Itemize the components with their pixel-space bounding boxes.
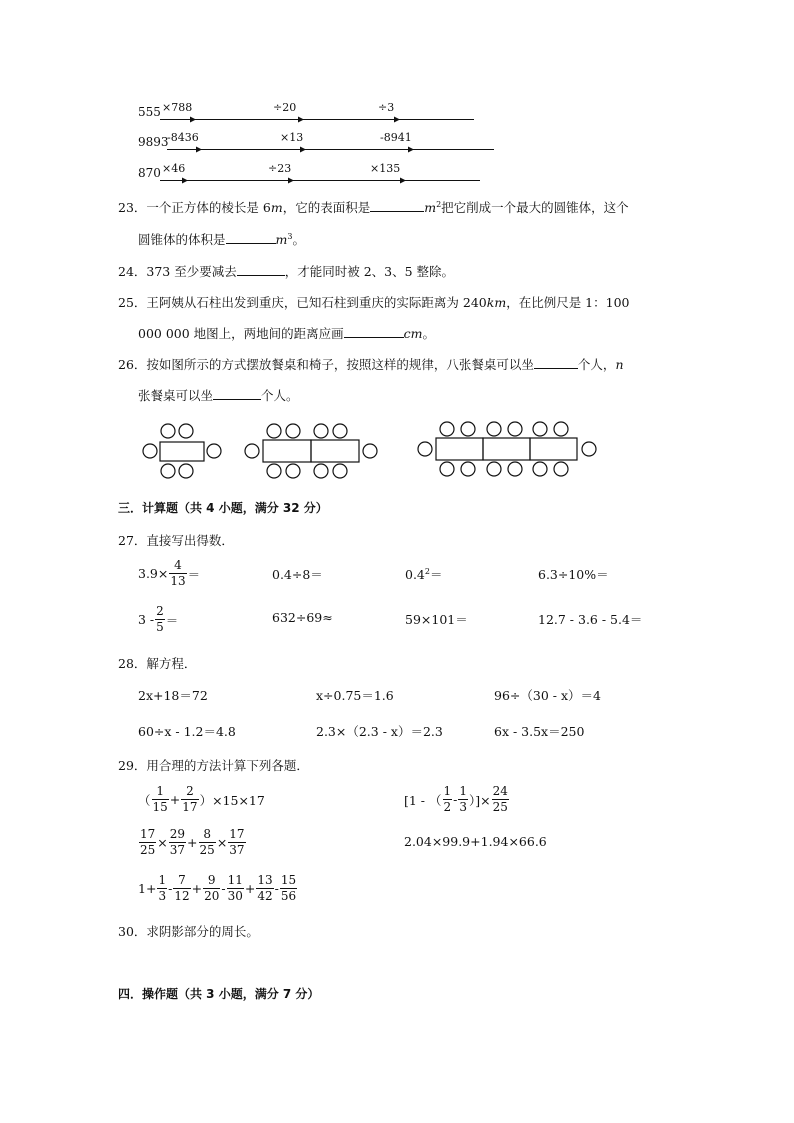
chair-icon [440,462,454,476]
q28-equation: 96÷（30 - x）＝4 [494,688,601,703]
chair-icon [267,464,281,478]
numerator: 24 [492,784,508,798]
arrow-icon [288,178,294,184]
expr-text: [1 - （ [404,792,442,808]
q27-expr: 632÷69≈ [272,610,333,625]
numerator: 17 [140,827,156,841]
q25-unit: cm [403,326,423,341]
q28-equation: 60÷x - 1.2＝4.8 [138,724,236,739]
chair-icon [161,464,175,478]
expr-text: × [216,835,228,850]
expr-text: （ [138,792,151,808]
fraction [199,827,216,858]
q23-line-1 [118,198,629,216]
chain-start: 9893 [138,135,169,149]
expr-text: 3.9× [138,566,169,581]
arrow-icon [298,117,304,123]
q23-text: 。 [292,232,305,247]
numerator: 2 [186,784,194,798]
expr-text: ）×15×17 [199,792,265,808]
chain-op: -8941 [380,131,412,144]
q25-unit: km [486,295,507,310]
q27-expr: 59×101＝ [405,612,468,627]
denominator: 15 [152,800,168,814]
q26-text: 张餐桌可以坐 [138,388,214,403]
chain-line [160,180,480,181]
expr-text: - [453,792,458,807]
q29-expr-2 [404,784,510,815]
expr-text: 3 - [138,612,155,627]
q27-expr [138,604,178,635]
table-icon [160,442,204,461]
q25-text: ，在比例尺是 1：100 [506,295,630,310]
q27-expr [405,565,443,583]
numerator: 2 [156,604,164,618]
arrow-icon [196,147,202,153]
answer-blank[interactable] [237,263,285,276]
chain-op: ÷3 [378,101,395,114]
chair-icon [554,462,568,476]
q25-text: 000 000 地图上，两地间的距离应画 [138,326,344,341]
arrow-icon [394,117,400,123]
fraction [152,784,169,815]
fraction [155,604,165,635]
expr-text: - [274,881,279,896]
chair-icon [461,462,475,476]
fraction [203,873,220,904]
table-icon [483,438,530,460]
denominator: 12 [174,889,190,903]
q27-title: 27．直接写出得数． [118,533,234,548]
numerator: 11 [227,873,243,887]
expr-text: - [168,881,173,896]
numerator: 4 [174,558,182,572]
numerator: 17 [229,827,245,841]
chair-icon [487,422,501,436]
q23-text: ，它的表面积是 [282,200,371,215]
chain-start: 870 [138,166,161,180]
chair-icon [487,462,501,476]
denominator: 42 [257,889,273,903]
arrow-icon [190,117,196,123]
answer-blank[interactable] [213,387,261,400]
chain-line [160,119,474,120]
denominator: 3 [459,800,468,814]
q23-unit: m [424,200,437,215]
expr-text: ）]× [469,792,491,808]
chair-icon [161,424,175,438]
q23-text: 圆锥体的体积是 [138,232,226,247]
fraction [458,784,468,815]
numerator: 8 [203,827,211,841]
answer-blank[interactable] [534,356,578,369]
arrow-icon [400,178,406,184]
q29-expr-4: 2.04×99.9+1.94×66.6 [404,834,547,849]
expr-text: ＝ [429,567,443,582]
fraction [157,873,167,904]
q25-line-2 [138,324,435,342]
q23-number: 23． [118,200,147,215]
chair-icon [179,464,193,478]
q29-expr-1 [138,784,265,815]
q25-line-1 [118,293,629,311]
denominator: 13 [170,574,186,588]
expr-text: 0.4 [405,567,425,582]
section-4-heading: 四．操作题（共 3 小题，满分 7 分） [118,987,320,1001]
fraction [139,827,156,858]
q28-equation: 2.3×（2.3 - x）＝2.3 [316,724,443,739]
denominator: 2 [443,800,452,814]
chain-op: ÷23 [268,162,292,175]
expr-text: × [157,835,168,850]
denominator: 25 [199,843,215,857]
q27-expr: 12.7 - 3.6 - 5.4＝ [538,612,643,627]
denominator: 20 [204,889,220,903]
numerator: 1 [156,784,164,798]
numerator: 1 [158,873,167,887]
q27-expr [138,558,200,589]
chair-icon [440,422,454,436]
numerator: 13 [257,873,273,887]
q28-title: 28．解方程． [118,656,197,671]
chain-row-2 [138,130,498,152]
chair-icon [207,444,221,458]
q27-expr: 0.4÷8＝ [272,567,323,582]
numerator: 15 [280,873,297,887]
chain-op: ×788 [162,101,193,114]
chair-icon [533,462,547,476]
chain-row-1 [138,100,478,122]
chair-icon [418,442,432,456]
q30-text: 30．求阴影部分的周长。 [118,924,259,939]
q24-text: 24．373 至少要减去 [118,264,237,279]
chair-icon [508,462,522,476]
arrow-icon [408,147,414,153]
exponent: 2 [424,566,430,576]
table-icon [311,440,359,462]
chain-start: 555 [138,105,161,119]
fraction [492,784,509,815]
q25-text: 25．王阿姨从石柱出发到重庆，已知石柱到重庆的实际距离为 240 [118,295,487,310]
chair-icon [533,422,547,436]
expr-text: + [169,792,181,807]
numerator: 7 [178,873,186,887]
numerator: 29 [169,827,186,841]
chair-icon [267,424,281,438]
fraction [169,558,186,589]
chain-op: -8436 [167,131,199,144]
chair-icon [286,424,300,438]
numerator: 9 [207,873,216,887]
denominator: 5 [156,620,164,634]
chain-row-3 [138,161,483,183]
denominator: 17 [182,800,198,814]
chair-icon [554,422,568,436]
q23-text: 把它削成一个最大的圆锥体，这个 [441,200,629,215]
denominator: 37 [169,843,186,857]
fraction [227,873,244,904]
chain-op: ×46 [162,162,186,175]
q26-line-2 [138,386,299,404]
q24-line [118,262,454,280]
chair-icon [333,424,347,438]
q26-text: 个人。 [261,388,299,403]
fraction [280,873,297,904]
q23-text: 一个正方体的棱长是 6 [146,200,271,215]
denominator: 56 [280,889,297,903]
expr-text: 1+ [138,881,157,896]
q28-equation: 6x - 3.5x＝250 [494,724,585,739]
chair-icon [245,444,259,458]
chair-icon [143,444,157,458]
expr-text: + [187,835,198,850]
fraction [181,784,198,815]
q26-text: 26．按如图所示的方式摆放餐桌和椅子，按照这样的规律，八张餐桌可以坐 [118,357,534,372]
q26-variable: n [615,357,624,372]
denominator: 3 [158,889,167,903]
q23-line-2 [138,230,305,248]
expr-text: ＝ [165,612,179,628]
q29-title: 29．用合理的方法计算下列各题． [118,758,309,773]
answer-blank[interactable] [344,325,404,338]
fraction [256,873,273,904]
arrow-icon [182,178,188,184]
q28-equation: x÷0.75＝1.6 [316,688,394,703]
chair-icon [286,464,300,478]
q23-exponent: 2 [436,199,442,209]
chain-op: ×135 [370,162,401,175]
table-icon [436,438,483,460]
q23-unit: m [275,232,288,247]
expr-text: - [221,881,226,896]
chair-icon [314,424,328,438]
numerator: 1 [459,784,468,798]
fraction [443,784,453,815]
chain-op: ×13 [280,131,304,144]
chair-icon [333,464,347,478]
q29-expr-5 [138,873,298,904]
chair-icon [582,442,596,456]
q25-text: 。 [422,326,436,341]
chain-op: ÷20 [273,101,297,114]
table-icon [263,440,311,462]
arrow-icon [300,147,306,153]
expr-text: + [191,881,203,896]
numerator: 1 [443,784,452,798]
fraction [169,827,186,858]
expr-text: ＝ [187,566,201,582]
chair-icon [461,422,475,436]
fraction [173,873,190,904]
q29-expr-3 [138,827,247,858]
denominator: 37 [229,843,245,857]
section-3-heading: 三．计算题（共 4 小题，满分 32 分） [118,501,328,515]
answer-blank[interactable] [370,199,424,212]
q23-unit: m [270,200,283,215]
chair-icon [179,424,193,438]
q26-line-1 [118,355,624,373]
denominator: 30 [227,889,243,903]
chair-icon [363,444,377,458]
expr-text: + [244,881,256,896]
fraction [228,827,245,858]
tables-and-chairs-figure [138,418,608,484]
q27-expr: 6.3÷10%＝ [538,567,609,582]
q23-exponent: 3 [287,231,293,241]
table-icon [530,438,577,460]
chain-line [167,149,494,150]
chair-icon [314,464,328,478]
q28-equation: 2x+18＝72 [138,688,208,703]
denominator: 25 [492,800,508,814]
answer-blank[interactable] [226,231,276,244]
q26-text: 个人， [577,357,616,372]
chair-icon [508,422,522,436]
q24-text: ，才能同时被 2、3、5 整除。 [284,264,455,279]
denominator: 25 [140,843,156,857]
